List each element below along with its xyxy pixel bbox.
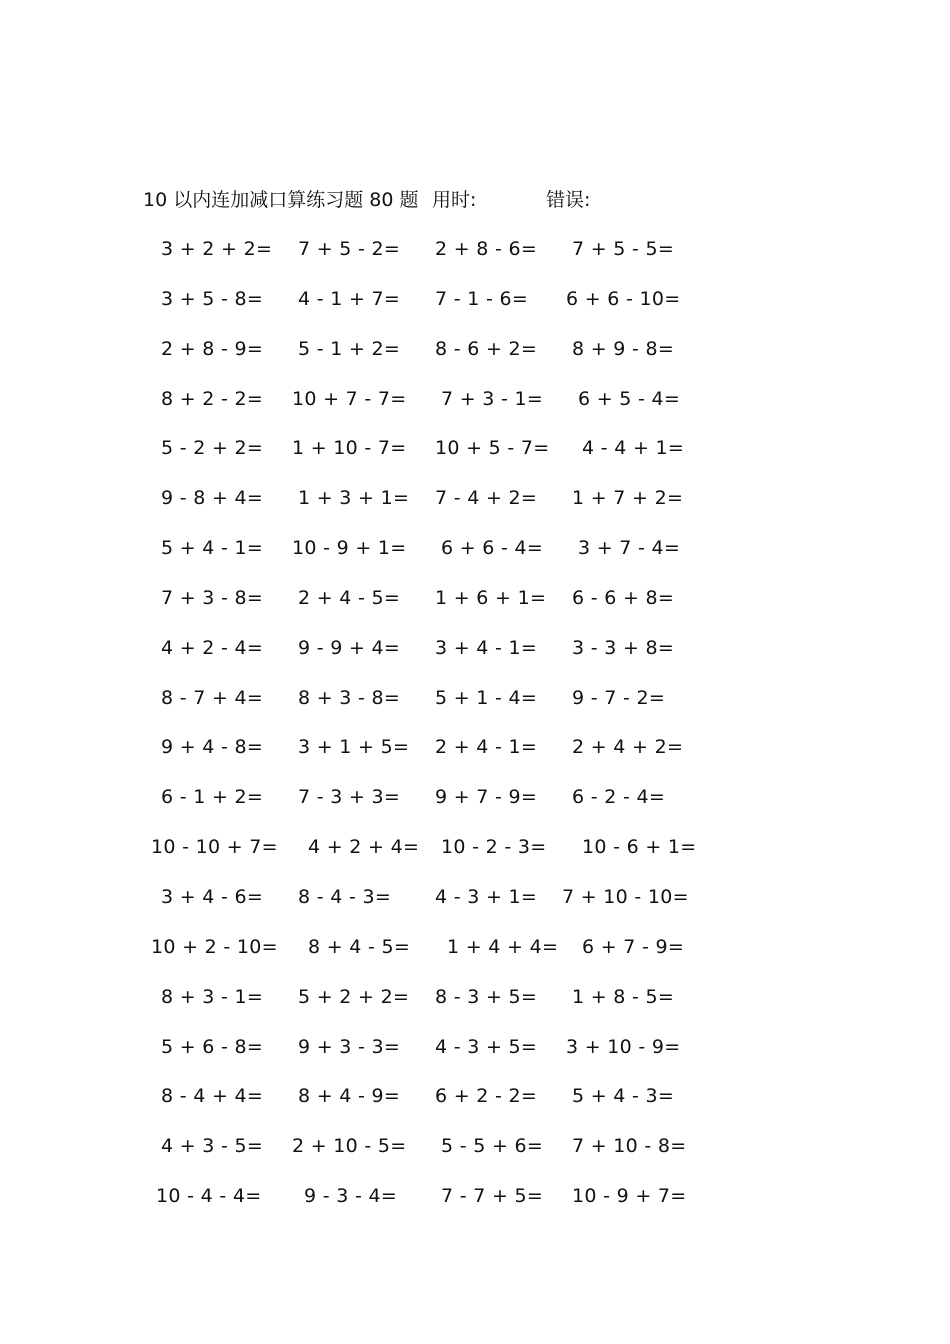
arithmetic-problem: 2 + 8 - 9= (161, 337, 264, 360)
arithmetic-problem: 4 + 2 - 4= (161, 636, 264, 659)
arithmetic-problem: 5 + 4 - 1= (161, 537, 264, 560)
arithmetic-problem: 7 + 10 - 10= (562, 885, 689, 908)
problem-row (145, 681, 705, 731)
arithmetic-problem: 3 + 10 - 9= (566, 1035, 681, 1058)
problem-row (145, 282, 705, 332)
arithmetic-problem: 8 - 4 - 3= (298, 885, 392, 908)
arithmetic-problem: 7 - 3 + 3= (298, 786, 401, 809)
arithmetic-problem: 4 + 3 - 5= (161, 1135, 264, 1158)
problem-row (145, 481, 705, 531)
arithmetic-problem: 8 + 4 - 9= (298, 1085, 401, 1108)
arithmetic-problem: 3 + 4 - 6= (161, 885, 264, 908)
problem-row (145, 531, 705, 581)
problem-row (145, 780, 705, 830)
arithmetic-problem: 8 + 3 - 8= (298, 686, 401, 709)
arithmetic-problem: 9 - 9 + 4= (298, 636, 401, 659)
problem-row (145, 930, 705, 980)
arithmetic-problem: 1 + 6 + 1= (435, 586, 547, 609)
arithmetic-problem: 6 + 2 - 2= (435, 1085, 538, 1108)
arithmetic-problem: 9 + 4 - 8= (161, 736, 264, 759)
arithmetic-problem: 7 + 3 - 1= (441, 387, 544, 410)
arithmetic-problem: 8 - 4 + 4= (161, 1085, 264, 1108)
problem-row (145, 631, 705, 681)
errors-label: 错误: (546, 189, 591, 211)
arithmetic-problem: 6 + 5 - 4= (578, 387, 681, 410)
problem-row (145, 830, 705, 880)
arithmetic-problem: 6 + 7 - 9= (582, 935, 685, 958)
arithmetic-problem: 6 + 6 - 10= (566, 287, 681, 310)
problem-row (145, 1129, 705, 1179)
arithmetic-problem: 8 - 6 + 2= (435, 337, 538, 360)
problem-row (145, 581, 705, 631)
problem-row (145, 1030, 705, 1080)
arithmetic-problem: 4 + 2 + 4= (308, 836, 420, 859)
arithmetic-problem: 4 - 1 + 7= (298, 287, 401, 310)
arithmetic-problem: 9 + 3 - 3= (298, 1035, 401, 1058)
arithmetic-problem: 4 - 4 + 1= (582, 437, 685, 460)
arithmetic-problem: 2 + 4 - 5= (298, 586, 401, 609)
arithmetic-problem: 6 - 1 + 2= (161, 786, 264, 809)
arithmetic-problem: 3 + 7 - 4= (578, 537, 681, 560)
arithmetic-problem: 10 - 2 - 3= (441, 836, 547, 859)
arithmetic-problem: 10 - 9 + 1= (292, 537, 407, 560)
arithmetic-problem: 10 + 7 - 7= (292, 387, 407, 410)
arithmetic-problem: 4 - 3 + 1= (435, 885, 538, 908)
arithmetic-problem: 10 - 9 + 7= (572, 1185, 687, 1208)
arithmetic-problem: 3 + 1 + 5= (298, 736, 410, 759)
arithmetic-problem: 7 + 5 - 2= (298, 238, 401, 260)
arithmetic-problem: 2 + 10 - 5= (292, 1135, 407, 1158)
problem-row (145, 382, 705, 432)
problem-row (145, 1079, 705, 1129)
arithmetic-problem: 1 + 3 + 1= (298, 487, 410, 510)
arithmetic-problem: 4 - 3 + 5= (435, 1035, 538, 1058)
problem-row (145, 980, 705, 1030)
arithmetic-problem: 6 - 2 - 4= (572, 786, 666, 809)
problem-row (145, 431, 705, 481)
arithmetic-problem: 9 - 8 + 4= (161, 487, 264, 510)
arithmetic-problem: 9 - 3 - 4= (304, 1185, 398, 1208)
arithmetic-problem: 5 - 5 + 6= (441, 1135, 544, 1158)
arithmetic-problem: 1 + 10 - 7= (292, 437, 407, 460)
arithmetic-problem: 5 - 2 + 2= (161, 437, 264, 460)
arithmetic-problem: 7 + 10 - 8= (572, 1135, 687, 1158)
time-used-label: 用时: (432, 189, 477, 211)
arithmetic-problem: 8 - 3 + 5= (435, 985, 538, 1008)
worksheet-title: 10 以内连加减口算练习题 80 题 (143, 189, 419, 211)
arithmetic-problem: 2 + 8 - 6= (435, 238, 538, 260)
problem-row (145, 232, 705, 282)
problem-row (145, 1179, 705, 1229)
arithmetic-problem: 10 - 10 + 7= (151, 836, 278, 859)
arithmetic-problem: 10 - 4 - 4= (156, 1185, 262, 1208)
problem-row (145, 332, 705, 382)
arithmetic-problem: 7 + 5 - 5= (572, 238, 675, 260)
problem-row (145, 880, 705, 930)
arithmetic-problem: 8 + 4 - 5= (308, 935, 411, 958)
arithmetic-problem: 3 - 3 + 8= (572, 636, 675, 659)
arithmetic-problem: 6 + 6 - 4= (441, 537, 544, 560)
arithmetic-problem: 7 - 7 + 5= (441, 1185, 544, 1208)
arithmetic-problem: 8 + 2 - 2= (161, 387, 264, 410)
arithmetic-problem: 10 - 6 + 1= (582, 836, 697, 859)
arithmetic-problem: 1 + 7 + 2= (572, 487, 684, 510)
arithmetic-problem: 2 + 4 - 1= (435, 736, 538, 759)
arithmetic-problem: 1 + 4 + 4= (447, 935, 559, 958)
arithmetic-problem: 10 + 5 - 7= (435, 437, 550, 460)
arithmetic-problem: 1 + 8 - 5= (572, 985, 675, 1008)
arithmetic-problem: 3 + 4 - 1= (435, 636, 538, 659)
arithmetic-problem: 3 + 2 + 2= (161, 238, 273, 260)
arithmetic-problem: 9 - 7 - 2= (572, 686, 666, 709)
arithmetic-problem: 3 + 5 - 8= (161, 287, 264, 310)
arithmetic-problem: 5 - 1 + 2= (298, 337, 401, 360)
arithmetic-problem: 2 + 4 + 2= (572, 736, 684, 759)
arithmetic-problem: 7 - 1 - 6= (435, 287, 529, 310)
arithmetic-problem: 7 - 4 + 2= (435, 487, 538, 510)
arithmetic-problem: 5 + 1 - 4= (435, 686, 538, 709)
arithmetic-problem: 8 + 3 - 1= (161, 985, 264, 1008)
arithmetic-problem: 8 + 9 - 8= (572, 337, 675, 360)
problem-row (145, 730, 705, 780)
arithmetic-problem: 6 - 6 + 8= (572, 586, 675, 609)
arithmetic-problem: 9 + 7 - 9= (435, 786, 538, 809)
problem-grid (145, 232, 705, 1229)
arithmetic-problem: 5 + 6 - 8= (161, 1035, 264, 1058)
arithmetic-problem: 8 - 7 + 4= (161, 686, 264, 709)
arithmetic-problem: 7 + 3 - 8= (161, 586, 264, 609)
arithmetic-problem: 5 + 2 + 2= (298, 985, 410, 1008)
arithmetic-problem: 10 + 2 - 10= (151, 935, 278, 958)
arithmetic-problem: 5 + 4 - 3= (572, 1085, 675, 1108)
worksheet-header (143, 185, 743, 215)
